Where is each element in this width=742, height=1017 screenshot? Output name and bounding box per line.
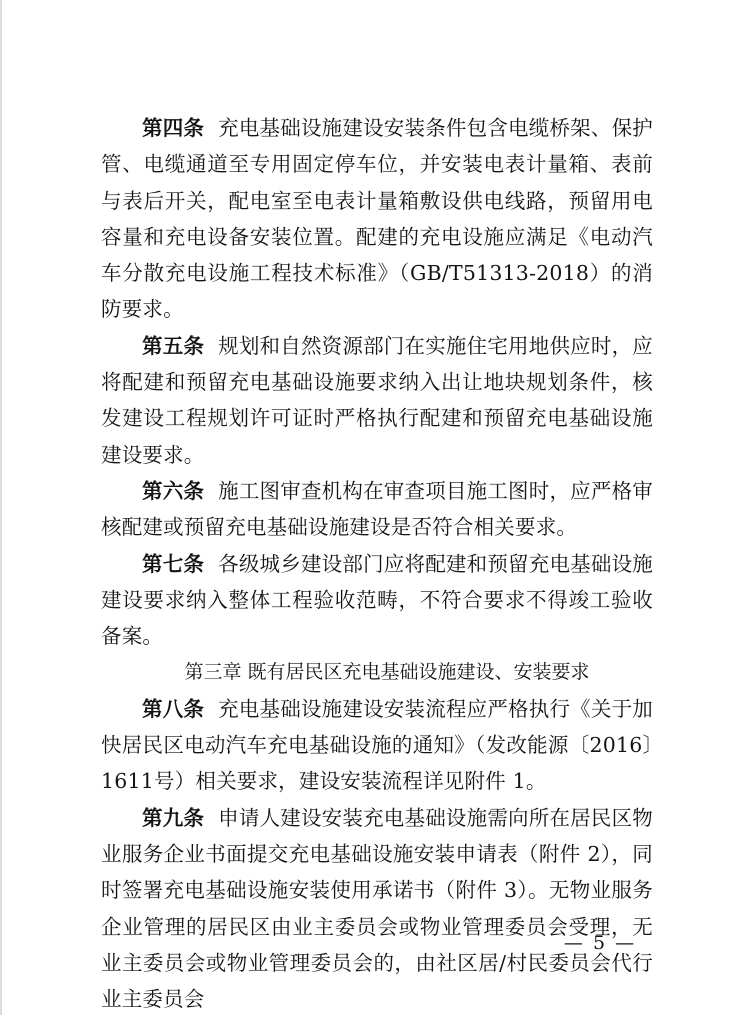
article-9 <box>101 800 653 1017</box>
article-text: 充电基础设施建设安装流程应严格执行《关于加快居民区电动汽车充电基础设施的通知》（发改能源〔2016〕1611号）相关要求，建设安装流程详见附件 1。 <box>101 696 653 794</box>
article-5 <box>101 328 653 473</box>
article-text: 各级城乡建设部门应将配建和预留充电基础设施建设要求纳入整体工程验收范畴，不符合要求不得竣工验收备案。 <box>101 551 653 649</box>
article-8 <box>101 691 653 800</box>
page-number: — 5 — <box>563 932 637 954</box>
article-text: 充电基础设施建设安装条件包含电缆桥架、保护管、电缆通道至专用固定停车位，并安装电表计量箱、表前与表后开关，配电室至电表计量箱敷设供电线路，预留用电容量和充电设备安装位置。配建的充电设施应满足《电动汽车分散充电设施工程技术标准》（GB/T51313-2018）的消防要求。 <box>101 116 653 322</box>
chapter-heading: 第三章 既有居民区充电基础设施建设、安装要求 <box>184 661 590 684</box>
article-label: 第九条 <box>142 805 205 830</box>
body-text <box>101 110 653 1017</box>
article-label: 第八条 <box>142 696 205 721</box>
article-label: 第六条 <box>142 478 205 503</box>
article-label: 第七条 <box>142 551 205 576</box>
article-text: 规划和自然资源部门在实施住宅用地供应时，应将配建和预留充电基础设施要求纳入出让地块规划条件，核发建设工程规划许可证时严格执行配建和预留充电基础设施建设要求。 <box>101 333 653 467</box>
article-text: 申请人建设安装充电基础设施需向所在居民区物业服务企业书面提交充电基础设施安装申请表（附件 2），同时签署充电基础设施安装使用承诺书（附件 3）。无物业服务企业管理的居民区由业主委员会或物业管理委员会受理，无业主委员会或物业管理委员会的，由社区居/村民委员会代行业主委员会 <box>101 805 653 1012</box>
article-4 <box>101 110 653 328</box>
article-text: 施工图审查机构在审查项目施工图时，应严格审核配建或预留充电基础设施建设是否符合相关要求。 <box>101 478 653 540</box>
article-7 <box>101 546 653 655</box>
article-6 <box>101 473 653 546</box>
article-label: 第四条 <box>142 116 205 140</box>
article-label: 第五条 <box>142 333 205 358</box>
page-edge-line <box>0 0 2 1015</box>
